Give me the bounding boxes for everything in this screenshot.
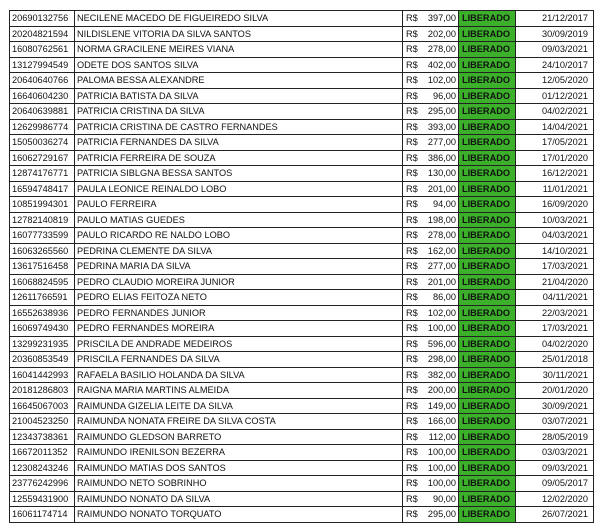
currency-cell: R$ bbox=[403, 42, 423, 58]
status-badge: LIBERADO bbox=[459, 181, 516, 197]
id-cell: 16672011352 bbox=[10, 445, 75, 461]
id-cell: 12559431900 bbox=[10, 491, 75, 507]
date-cell: 21/04/2020 bbox=[516, 274, 594, 290]
currency-cell: R$ bbox=[403, 166, 423, 182]
name-cell: RAIGNA MARIA MARTINS ALMEIDA bbox=[75, 383, 403, 399]
name-cell: PRISCILA DE ANDRADE MEDEIROS bbox=[75, 336, 403, 352]
currency-cell: R$ bbox=[403, 476, 423, 492]
currency-cell: R$ bbox=[403, 88, 423, 104]
amount-cell: 277,00 bbox=[423, 259, 459, 275]
beneficiary-table bbox=[9, 10, 594, 523]
table-row bbox=[10, 228, 594, 244]
currency-cell: R$ bbox=[403, 197, 423, 213]
date-cell: 16/09/2020 bbox=[516, 197, 594, 213]
status-badge: LIBERADO bbox=[459, 228, 516, 244]
date-cell: 14/10/2021 bbox=[516, 243, 594, 259]
table-row bbox=[10, 460, 594, 476]
amount-cell: 86,00 bbox=[423, 290, 459, 306]
status-badge: LIBERADO bbox=[459, 259, 516, 275]
name-cell: PATRICIA SIBLGNA BESSA SANTOS bbox=[75, 166, 403, 182]
table-row bbox=[10, 42, 594, 58]
id-cell: 12782140819 bbox=[10, 212, 75, 228]
table-row bbox=[10, 104, 594, 120]
table-row bbox=[10, 26, 594, 42]
status-badge: LIBERADO bbox=[459, 491, 516, 507]
date-cell: 04/02/2021 bbox=[516, 104, 594, 120]
date-cell: 30/09/2021 bbox=[516, 398, 594, 414]
table-row bbox=[10, 57, 594, 73]
table-row bbox=[10, 274, 594, 290]
date-cell: 11/01/2021 bbox=[516, 181, 594, 197]
status-badge: LIBERADO bbox=[459, 507, 516, 523]
id-cell: 16645067003 bbox=[10, 398, 75, 414]
currency-cell: R$ bbox=[403, 352, 423, 368]
name-cell: PATRICIA CRISTINA DA SILVA bbox=[75, 104, 403, 120]
amount-cell: 201,00 bbox=[423, 274, 459, 290]
id-cell: 16062729167 bbox=[10, 150, 75, 166]
id-cell: 16069749430 bbox=[10, 321, 75, 337]
amount-cell: 295,00 bbox=[423, 507, 459, 523]
status-badge: LIBERADO bbox=[459, 460, 516, 476]
table-row bbox=[10, 352, 594, 368]
table-row bbox=[10, 11, 594, 27]
id-cell: 16080762561 bbox=[10, 42, 75, 58]
amount-cell: 162,00 bbox=[423, 243, 459, 259]
status-badge: LIBERADO bbox=[459, 290, 516, 306]
id-cell: 12611766591 bbox=[10, 290, 75, 306]
id-cell: 16077733599 bbox=[10, 228, 75, 244]
currency-cell: R$ bbox=[403, 243, 423, 259]
currency-cell: R$ bbox=[403, 414, 423, 430]
status-badge: LIBERADO bbox=[459, 11, 516, 27]
table-row bbox=[10, 73, 594, 89]
currency-cell: R$ bbox=[403, 460, 423, 476]
id-cell: 20690132756 bbox=[10, 11, 75, 27]
currency-cell: R$ bbox=[403, 104, 423, 120]
name-cell: RAIMUNDO NONATO DA SILVA bbox=[75, 491, 403, 507]
currency-cell: R$ bbox=[403, 119, 423, 135]
table-row bbox=[10, 414, 594, 430]
currency-cell: R$ bbox=[403, 305, 423, 321]
id-cell: 12308243246 bbox=[10, 460, 75, 476]
name-cell: PALOMA BESSA ALEXANDRE bbox=[75, 73, 403, 89]
currency-cell: R$ bbox=[403, 181, 423, 197]
amount-cell: 102,00 bbox=[423, 73, 459, 89]
id-cell: 23776242996 bbox=[10, 476, 75, 492]
amount-cell: 96,00 bbox=[423, 88, 459, 104]
currency-cell: R$ bbox=[403, 26, 423, 42]
table-row bbox=[10, 491, 594, 507]
currency-cell: R$ bbox=[403, 491, 423, 507]
id-cell: 16061174714 bbox=[10, 507, 75, 523]
amount-cell: 149,00 bbox=[423, 398, 459, 414]
table-row bbox=[10, 166, 594, 182]
status-badge: LIBERADO bbox=[459, 367, 516, 383]
status-badge: LIBERADO bbox=[459, 73, 516, 89]
id-cell: 12629986774 bbox=[10, 119, 75, 135]
name-cell: PATRICIA CRISTINA DE CASTRO FERNANDES bbox=[75, 119, 403, 135]
name-cell: NORMA GRACILENE MEIRES VIANA bbox=[75, 42, 403, 58]
table-row bbox=[10, 321, 594, 337]
amount-cell: 130,00 bbox=[423, 166, 459, 182]
amount-cell: 202,00 bbox=[423, 26, 459, 42]
id-cell: 15050036274 bbox=[10, 135, 75, 151]
name-cell: PEDRO FERNANDES JUNIOR bbox=[75, 305, 403, 321]
status-badge: LIBERADO bbox=[459, 445, 516, 461]
name-cell: RAIMUNDO MATIAS DOS SANTOS bbox=[75, 460, 403, 476]
id-cell: 16640604230 bbox=[10, 88, 75, 104]
table-row bbox=[10, 383, 594, 399]
name-cell: ODETE DOS SANTOS SILVA bbox=[75, 57, 403, 73]
date-cell: 09/03/2021 bbox=[516, 460, 594, 476]
status-badge: LIBERADO bbox=[459, 42, 516, 58]
id-cell: 20204821594 bbox=[10, 26, 75, 42]
date-cell: 12/05/2020 bbox=[516, 73, 594, 89]
table-row bbox=[10, 290, 594, 306]
currency-cell: R$ bbox=[403, 336, 423, 352]
name-cell: PATRICIA FERNANDES DA SILVA bbox=[75, 135, 403, 151]
id-cell: 16063265560 bbox=[10, 243, 75, 259]
id-cell: 20360853549 bbox=[10, 352, 75, 368]
date-cell: 24/10/2017 bbox=[516, 57, 594, 73]
status-badge: LIBERADO bbox=[459, 104, 516, 120]
status-badge: LIBERADO bbox=[459, 398, 516, 414]
id-cell: 16594748417 bbox=[10, 181, 75, 197]
table-row bbox=[10, 429, 594, 445]
date-cell: 17/03/2021 bbox=[516, 259, 594, 275]
date-cell: 17/03/2021 bbox=[516, 321, 594, 337]
currency-cell: R$ bbox=[403, 274, 423, 290]
table-body bbox=[10, 11, 594, 523]
name-cell: PATRICIA BATISTA DA SILVA bbox=[75, 88, 403, 104]
name-cell: PRISCILA FERNANDES DA SILVA bbox=[75, 352, 403, 368]
name-cell: PAULA LEONICE REINALDO LOBO bbox=[75, 181, 403, 197]
amount-cell: 201,00 bbox=[423, 181, 459, 197]
status-badge: LIBERADO bbox=[459, 476, 516, 492]
amount-cell: 200,00 bbox=[423, 383, 459, 399]
table-row bbox=[10, 305, 594, 321]
currency-cell: R$ bbox=[403, 507, 423, 523]
amount-cell: 100,00 bbox=[423, 476, 459, 492]
date-cell: 28/05/2019 bbox=[516, 429, 594, 445]
date-cell: 20/01/2020 bbox=[516, 383, 594, 399]
amount-cell: 298,00 bbox=[423, 352, 459, 368]
status-badge: LIBERADO bbox=[459, 197, 516, 213]
currency-cell: R$ bbox=[403, 321, 423, 337]
table-row bbox=[10, 476, 594, 492]
name-cell: RAFAELA BASILIO HOLANDA DA SILVA bbox=[75, 367, 403, 383]
currency-cell: R$ bbox=[403, 11, 423, 27]
date-cell: 10/03/2021 bbox=[516, 212, 594, 228]
status-badge: LIBERADO bbox=[459, 26, 516, 42]
amount-cell: 393,00 bbox=[423, 119, 459, 135]
table-row bbox=[10, 88, 594, 104]
amount-cell: 94,00 bbox=[423, 197, 459, 213]
table-row bbox=[10, 445, 594, 461]
name-cell: RAIMUNDO NONATO TORQUATO bbox=[75, 507, 403, 523]
currency-cell: R$ bbox=[403, 398, 423, 414]
name-cell: RAIMUNDO IRENILSON BEZERRA bbox=[75, 445, 403, 461]
name-cell: NILDISLENE VITORIA DA SILVA SANTOS bbox=[75, 26, 403, 42]
name-cell: PAULO RICARDO RE NALDO LOBO bbox=[75, 228, 403, 244]
status-badge: LIBERADO bbox=[459, 57, 516, 73]
table-row bbox=[10, 507, 594, 523]
date-cell: 14/04/2021 bbox=[516, 119, 594, 135]
currency-cell: R$ bbox=[403, 429, 423, 445]
amount-cell: 100,00 bbox=[423, 321, 459, 337]
amount-cell: 278,00 bbox=[423, 42, 459, 58]
status-badge: LIBERADO bbox=[459, 88, 516, 104]
amount-cell: 100,00 bbox=[423, 445, 459, 461]
amount-cell: 397,00 bbox=[423, 11, 459, 27]
table-row bbox=[10, 243, 594, 259]
name-cell: PATRICIA FERREIRA DE SOUZA bbox=[75, 150, 403, 166]
table-row bbox=[10, 212, 594, 228]
name-cell: PEDRO CLAUDIO MOREIRA JUNIOR bbox=[75, 274, 403, 290]
id-cell: 20640639881 bbox=[10, 104, 75, 120]
currency-cell: R$ bbox=[403, 135, 423, 151]
date-cell: 09/03/2021 bbox=[516, 42, 594, 58]
table-row bbox=[10, 150, 594, 166]
table-row bbox=[10, 119, 594, 135]
date-cell: 04/02/2020 bbox=[516, 336, 594, 352]
table-row bbox=[10, 259, 594, 275]
amount-cell: 102,00 bbox=[423, 305, 459, 321]
date-cell: 12/02/2020 bbox=[516, 491, 594, 507]
amount-cell: 402,00 bbox=[423, 57, 459, 73]
id-cell: 13127994549 bbox=[10, 57, 75, 73]
date-cell: 03/07/2021 bbox=[516, 414, 594, 430]
name-cell: RAIMUNDO GLEDSON BARRETO bbox=[75, 429, 403, 445]
date-cell: 04/03/2021 bbox=[516, 228, 594, 244]
id-cell: 20181286803 bbox=[10, 383, 75, 399]
id-cell: 16068824595 bbox=[10, 274, 75, 290]
status-badge: LIBERADO bbox=[459, 212, 516, 228]
amount-cell: 386,00 bbox=[423, 150, 459, 166]
date-cell: 21/12/2017 bbox=[516, 11, 594, 27]
currency-cell: R$ bbox=[403, 150, 423, 166]
date-cell: 04/11/2021 bbox=[516, 290, 594, 306]
amount-cell: 112,00 bbox=[423, 429, 459, 445]
amount-cell: 198,00 bbox=[423, 212, 459, 228]
name-cell: PAULO MATIAS GUEDES bbox=[75, 212, 403, 228]
status-badge: LIBERADO bbox=[459, 383, 516, 399]
amount-cell: 100,00 bbox=[423, 460, 459, 476]
status-badge: LIBERADO bbox=[459, 119, 516, 135]
date-cell: 25/01/2018 bbox=[516, 352, 594, 368]
id-cell: 16041442993 bbox=[10, 367, 75, 383]
currency-cell: R$ bbox=[403, 57, 423, 73]
currency-cell: R$ bbox=[403, 259, 423, 275]
status-badge: LIBERADO bbox=[459, 352, 516, 368]
table-row bbox=[10, 197, 594, 213]
name-cell: RAIMUNDO NETO SOBRINHO bbox=[75, 476, 403, 492]
currency-cell: R$ bbox=[403, 383, 423, 399]
date-cell: 09/05/2017 bbox=[516, 476, 594, 492]
id-cell: 16552638936 bbox=[10, 305, 75, 321]
date-cell: 01/12/2021 bbox=[516, 88, 594, 104]
name-cell: RAIMUNDA GIZELIA LEITE DA SILVA bbox=[75, 398, 403, 414]
currency-cell: R$ bbox=[403, 445, 423, 461]
name-cell: RAIMUNDA NONATA FREIRE DA SILVA COSTA bbox=[75, 414, 403, 430]
date-cell: 30/09/2019 bbox=[516, 26, 594, 42]
date-cell: 17/01/2020 bbox=[516, 150, 594, 166]
table-row bbox=[10, 398, 594, 414]
status-badge: LIBERADO bbox=[459, 274, 516, 290]
name-cell: PEDRINA CLEMENTE DA SILVA bbox=[75, 243, 403, 259]
id-cell: 12343738361 bbox=[10, 429, 75, 445]
status-badge: LIBERADO bbox=[459, 429, 516, 445]
date-cell: 17/05/2021 bbox=[516, 135, 594, 151]
status-badge: LIBERADO bbox=[459, 414, 516, 430]
status-badge: LIBERADO bbox=[459, 150, 516, 166]
id-cell: 10851994301 bbox=[10, 197, 75, 213]
id-cell: 21004523250 bbox=[10, 414, 75, 430]
currency-cell: R$ bbox=[403, 228, 423, 244]
currency-cell: R$ bbox=[403, 367, 423, 383]
status-badge: LIBERADO bbox=[459, 321, 516, 337]
amount-cell: 295,00 bbox=[423, 104, 459, 120]
name-cell: PEDRO ELIAS FEITOZA NETO bbox=[75, 290, 403, 306]
amount-cell: 90,00 bbox=[423, 491, 459, 507]
date-cell: 26/07/2021 bbox=[516, 507, 594, 523]
date-cell: 22/03/2021 bbox=[516, 305, 594, 321]
amount-cell: 166,00 bbox=[423, 414, 459, 430]
status-badge: LIBERADO bbox=[459, 166, 516, 182]
amount-cell: 382,00 bbox=[423, 367, 459, 383]
table-row bbox=[10, 367, 594, 383]
currency-cell: R$ bbox=[403, 290, 423, 306]
date-cell: 03/03/2021 bbox=[516, 445, 594, 461]
amount-cell: 278,00 bbox=[423, 228, 459, 244]
name-cell: PAULO FERREIRA bbox=[75, 197, 403, 213]
date-cell: 30/11/2021 bbox=[516, 367, 594, 383]
table-row bbox=[10, 181, 594, 197]
date-cell: 16/12/2021 bbox=[516, 166, 594, 182]
currency-cell: R$ bbox=[403, 212, 423, 228]
amount-cell: 596,00 bbox=[423, 336, 459, 352]
id-cell: 12874176771 bbox=[10, 166, 75, 182]
id-cell: 13617516458 bbox=[10, 259, 75, 275]
id-cell: 20640640766 bbox=[10, 73, 75, 89]
name-cell: PEDRINA MARIA DA SILVA bbox=[75, 259, 403, 275]
name-cell: NECILENE MACEDO DE FIGUEIREDO SILVA bbox=[75, 11, 403, 27]
status-badge: LIBERADO bbox=[459, 305, 516, 321]
status-badge: LIBERADO bbox=[459, 243, 516, 259]
name-cell: PEDRO FERNANDES MOREIRA bbox=[75, 321, 403, 337]
currency-cell: R$ bbox=[403, 73, 423, 89]
status-badge: LIBERADO bbox=[459, 135, 516, 151]
id-cell: 13299231935 bbox=[10, 336, 75, 352]
status-badge: LIBERADO bbox=[459, 336, 516, 352]
table-row bbox=[10, 135, 594, 151]
table-row bbox=[10, 336, 594, 352]
amount-cell: 277,00 bbox=[423, 135, 459, 151]
